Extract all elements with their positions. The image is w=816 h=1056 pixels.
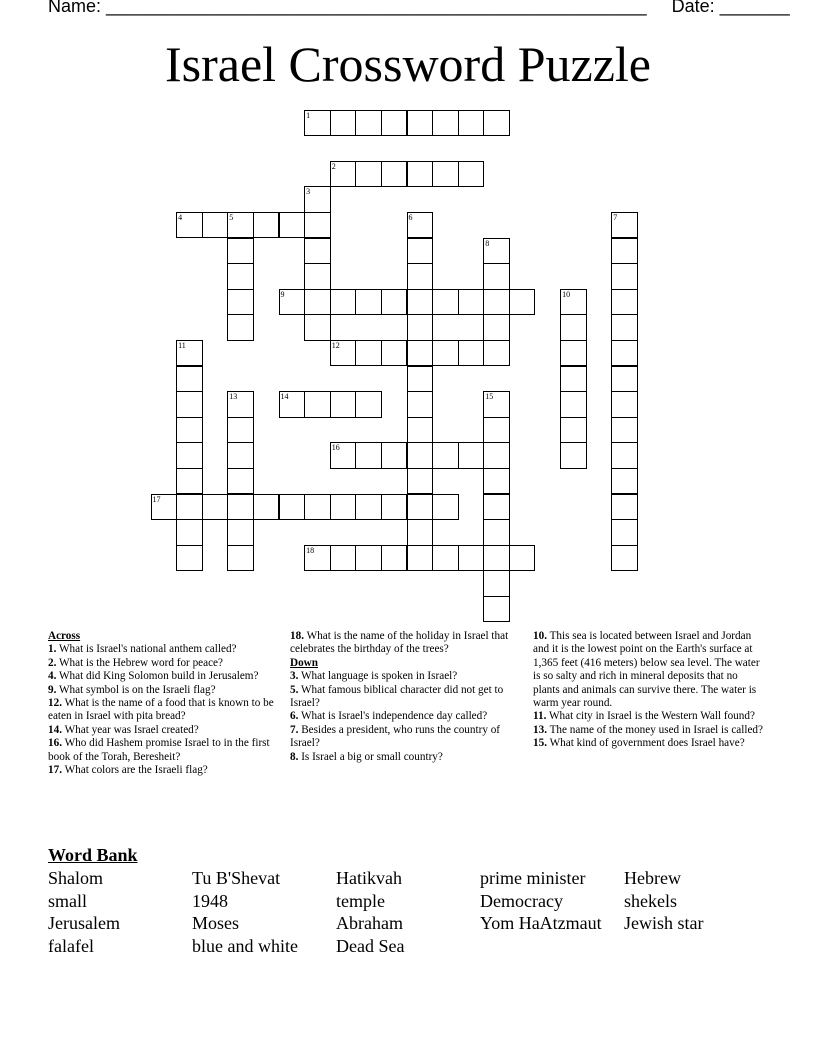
grid-cell[interactable] — [458, 161, 485, 188]
clue-item — [48, 643, 274, 656]
grid-cell[interactable] — [483, 596, 510, 623]
grid-cell[interactable] — [304, 289, 331, 316]
clue-item-number: 1. — [48, 643, 57, 656]
grid-cell[interactable] — [407, 366, 434, 393]
grid-cell[interactable] — [176, 366, 203, 393]
clue-item-text: What is the Hebrew word for peace? — [56, 656, 223, 669]
grid-cell[interactable] — [458, 442, 485, 469]
grid-cell[interactable] — [176, 417, 203, 444]
name-field[interactable]: ______________________________________________________ — [106, 0, 647, 16]
clue-item — [48, 670, 274, 683]
grid-cell[interactable] — [330, 442, 357, 469]
clue-item — [48, 764, 274, 777]
word-bank-item: prime minister — [480, 868, 586, 888]
grid-cell[interactable] — [176, 391, 203, 418]
grid-cell[interactable] — [432, 340, 459, 367]
word-bank-item: Tu B'Shevat — [192, 868, 281, 888]
clue-item-text: Besides a president, who runs the country of Israel? — [290, 723, 501, 750]
clue-item-number: 5. — [290, 683, 299, 696]
grid-cell[interactable] — [611, 468, 638, 495]
clue-item-number: 8. — [290, 750, 299, 763]
clue-item-text: Who did Hashem promise Israel to in the first book of the Torah, Beresheit? — [48, 737, 270, 763]
clue-number: 9 — [280, 289, 285, 299]
clue-item-number: 17. — [48, 764, 62, 777]
clue-number: 12 — [331, 340, 340, 350]
clues-column-2 — [290, 630, 516, 764]
clue-item-number: 18. — [290, 630, 304, 642]
grid-cell[interactable] — [355, 494, 382, 521]
grid-cell[interactable] — [611, 391, 638, 418]
grid-cell[interactable] — [227, 494, 254, 521]
grid-cell[interactable] — [279, 494, 306, 521]
clue-item — [290, 670, 516, 683]
grid-cell[interactable] — [227, 391, 254, 418]
clue-item — [48, 684, 274, 697]
grid-cell[interactable] — [407, 238, 434, 265]
grid-cell[interactable] — [483, 238, 510, 265]
word-bank-item: Jerusalem — [48, 913, 120, 934]
grid-cell[interactable] — [176, 519, 203, 546]
grid-cell[interactable] — [432, 161, 459, 188]
clue-item-text: What language is spoken in Israel? — [298, 670, 458, 683]
clues-column-1 — [48, 630, 274, 777]
grid-cell[interactable] — [611, 238, 638, 265]
grid-cell[interactable] — [611, 263, 638, 290]
clue-item-number: 13. — [533, 723, 547, 736]
clue-item-text: What is the name of a food that is known to be eaten in Israel with pita bread? — [48, 697, 274, 723]
clue-item-number: 2. — [48, 656, 57, 669]
grid-cell[interactable] — [381, 494, 408, 521]
grid-cell[interactable] — [611, 417, 638, 444]
clue-item-text: What colors are the Israeli flag? — [61, 764, 208, 777]
grid-cell[interactable] — [483, 289, 510, 316]
grid-cell[interactable] — [407, 417, 434, 444]
grid-cell[interactable] — [227, 468, 254, 495]
page-title: Israel Crossword Puzzle — [165, 36, 651, 92]
clue-item-text: What city in Israel is the Western Wall found? — [546, 710, 755, 723]
grid-cell[interactable] — [227, 314, 254, 341]
clue-number: 1 — [306, 110, 311, 120]
grid-cell[interactable] — [407, 110, 434, 137]
clue-item-number: 9. — [48, 683, 57, 696]
word-bank-item: temple — [336, 890, 385, 911]
grid-cell[interactable] — [304, 212, 331, 239]
grid-cell[interactable] — [355, 391, 382, 418]
clue-item-number: 10. — [533, 630, 547, 642]
grid-cell[interactable] — [176, 340, 203, 367]
grid-cell[interactable] — [432, 494, 459, 521]
clue-number: 17 — [152, 494, 161, 504]
grid-cell[interactable] — [330, 161, 357, 188]
grid-cell[interactable] — [407, 391, 434, 418]
grid-cell[interactable] — [458, 110, 485, 137]
word-bank-item: Dead Sea — [336, 935, 405, 956]
grid-cell[interactable] — [304, 314, 331, 341]
grid-cell[interactable] — [407, 340, 434, 367]
grid-cell[interactable] — [330, 110, 357, 137]
grid-cell[interactable] — [227, 238, 254, 265]
grid-cell[interactable] — [483, 468, 510, 495]
grid-cell[interactable] — [432, 110, 459, 137]
grid-cell[interactable] — [611, 289, 638, 316]
grid-cell[interactable] — [560, 289, 587, 316]
clue-number: 13 — [229, 392, 238, 402]
word-bank-item: Jewish star — [624, 913, 704, 934]
grid-cell[interactable] — [483, 519, 510, 546]
clue-item — [290, 684, 516, 711]
clue-item-number: 7. — [290, 723, 299, 736]
clue-item — [48, 724, 274, 737]
grid-cell[interactable] — [560, 442, 587, 469]
clue-item-number: 14. — [48, 723, 62, 736]
clue-item — [533, 710, 765, 723]
grid-cell[interactable] — [611, 314, 638, 341]
word-bank-item: Democracy — [480, 890, 563, 911]
grid-cell[interactable] — [432, 289, 459, 316]
clue-item — [48, 697, 274, 724]
clue-item — [533, 630, 765, 710]
clue-number: 10 — [562, 289, 571, 299]
grid-cell[interactable] — [458, 340, 485, 367]
grid-cell[interactable] — [304, 186, 331, 213]
word-bank-item: blue and white — [192, 935, 298, 956]
clue-number: 16 — [331, 443, 340, 453]
grid-cell[interactable] — [611, 366, 638, 393]
grid-cell[interactable] — [611, 519, 638, 546]
clue-item-number: 12. — [48, 697, 62, 710]
grid-cell[interactable] — [176, 494, 203, 521]
name-label: Name: — [48, 0, 102, 16]
grid-cell[interactable] — [355, 161, 382, 188]
grid-cell[interactable] — [151, 494, 178, 521]
grid-cell[interactable] — [407, 212, 434, 239]
clue-item — [48, 657, 274, 670]
grid-cell[interactable] — [483, 110, 510, 137]
clue-item-text: What is Israel's independence day called? — [298, 710, 488, 723]
grid-cell[interactable] — [560, 391, 587, 418]
clue-number: 2 — [331, 161, 336, 171]
grid-cell[interactable] — [611, 494, 638, 521]
clue-item-number: 16. — [48, 737, 62, 750]
grid-cell[interactable] — [407, 468, 434, 495]
word-bank-item: Abraham — [336, 913, 403, 934]
grid-cell[interactable] — [407, 494, 434, 521]
grid-cell[interactable] — [176, 468, 203, 495]
grid-cell[interactable] — [381, 110, 408, 137]
clue-item-text: This sea is located between Israel and Jordan and it is the lowest point on the Earth's surface at 1,365 feet (416 meters) below sea level. The water is so salty and rich in mineral deposits that no plants and animals can survive there. The water is warm year round. — [533, 630, 760, 710]
word-bank-item: Hebrew — [624, 868, 681, 888]
clue-item — [533, 724, 765, 737]
grid-cell[interactable] — [355, 545, 382, 572]
clue-number: 8 — [485, 238, 490, 248]
grid-cell[interactable] — [227, 442, 254, 469]
grid-cell[interactable] — [227, 417, 254, 444]
grid-cell[interactable] — [483, 570, 510, 597]
grid-cell[interactable] — [483, 263, 510, 290]
grid-cell[interactable] — [483, 545, 510, 572]
grid-cell[interactable] — [407, 545, 434, 572]
grid-cell[interactable] — [304, 263, 331, 290]
grid-cell[interactable] — [355, 340, 382, 367]
grid-cell[interactable] — [381, 340, 408, 367]
clue-item — [290, 710, 516, 723]
grid-cell[interactable] — [304, 238, 331, 265]
grid-cell[interactable] — [407, 314, 434, 341]
clue-item-text: Is Israel a big or small country? — [298, 750, 443, 763]
grid-cell[interactable] — [279, 212, 306, 239]
word-bank-title: Word Bank — [48, 845, 138, 865]
grid-cell[interactable] — [483, 442, 510, 469]
grid-cell[interactable] — [381, 289, 408, 316]
grid-cell[interactable] — [304, 545, 331, 572]
grid-cell[interactable] — [355, 289, 382, 316]
grid-cell[interactable] — [483, 417, 510, 444]
grid-cell[interactable] — [381, 442, 408, 469]
clue-section-heading: Across — [48, 630, 81, 642]
grid-cell[interactable] — [279, 391, 306, 418]
word-bank-item: Hatikvah — [336, 868, 402, 888]
word-bank-item: Moses — [192, 913, 240, 934]
word-bank-item: 1948 — [192, 890, 228, 911]
grid-cell[interactable] — [611, 442, 638, 469]
clue-number: 4 — [178, 212, 183, 222]
grid-cell[interactable] — [560, 314, 587, 341]
grid-cell[interactable] — [355, 110, 382, 137]
grid-cell[interactable] — [227, 263, 254, 290]
grid-cell[interactable] — [227, 212, 254, 239]
grid-cell[interactable] — [253, 212, 280, 239]
grid-cell[interactable] — [509, 289, 536, 316]
clues-column-3 — [533, 630, 765, 751]
grid-cell[interactable] — [483, 340, 510, 367]
grid-cell[interactable] — [407, 442, 434, 469]
grid-cell[interactable] — [330, 391, 357, 418]
word-bank-item: shekels — [624, 890, 677, 911]
clue-item — [290, 724, 516, 751]
date-field[interactable]: _______ — [719, 0, 790, 16]
grid-cell[interactable] — [381, 161, 408, 188]
clue-number: 15 — [485, 392, 494, 402]
grid-cell[interactable] — [560, 417, 587, 444]
clue-item — [290, 751, 516, 764]
grid-cell[interactable] — [432, 442, 459, 469]
clue-item-number: 4. — [48, 670, 57, 683]
grid-cell[interactable] — [407, 519, 434, 546]
clue-item-number: 6. — [290, 710, 299, 723]
clue-number: 14 — [280, 392, 289, 402]
grid-cell[interactable] — [330, 289, 357, 316]
clue-number: 18 — [306, 545, 315, 555]
clue-item-text: What symbol is on the Israeli flag? — [56, 683, 216, 696]
word-bank-item: Shalom — [48, 868, 104, 888]
grid-cell[interactable] — [202, 212, 229, 239]
clue-section-heading: Down — [290, 656, 318, 669]
grid-cell[interactable] — [483, 314, 510, 341]
clue-item — [48, 737, 274, 764]
clue-item — [533, 737, 765, 750]
grid-cell[interactable] — [330, 494, 357, 521]
grid-cell[interactable] — [304, 494, 331, 521]
grid-cell[interactable] — [355, 442, 382, 469]
word-bank — [48, 867, 768, 957]
clue-item-text: What famous biblical character did not get to Israel? — [290, 683, 504, 710]
grid-cell[interactable] — [279, 289, 306, 316]
grid-cell[interactable] — [176, 545, 203, 572]
grid-cell[interactable] — [330, 545, 357, 572]
grid-cell[interactable] — [330, 340, 357, 367]
grid-cell[interactable] — [227, 545, 254, 572]
grid-cell[interactable] — [304, 110, 331, 137]
grid-cell[interactable] — [202, 494, 229, 521]
clue-item-text: What did King Solomon build in Jerusalem? — [56, 670, 259, 683]
word-bank-item: small — [48, 890, 87, 911]
clue-item-text: What is Israel's national anthem called? — [56, 643, 237, 656]
clue-item-number: 11. — [533, 710, 547, 723]
clue-item — [290, 630, 516, 657]
clue-item-text: What kind of government does Israel have? — [546, 737, 745, 750]
grid-cell[interactable] — [304, 391, 331, 418]
clue-item-text: What is the name of the holiday in Israel that celebrates the birthday of the trees? — [290, 630, 509, 656]
clue-number: 7 — [613, 212, 618, 222]
clue-number: 5 — [229, 212, 234, 222]
grid-cell[interactable] — [560, 366, 587, 393]
grid-cell[interactable] — [227, 519, 254, 546]
grid-cell[interactable] — [458, 545, 485, 572]
clue-item-number: 15. — [533, 737, 547, 750]
grid-cell[interactable] — [458, 289, 485, 316]
grid-cell[interactable] — [253, 494, 280, 521]
grid-cell[interactable] — [381, 545, 408, 572]
grid-cell[interactable] — [407, 289, 434, 316]
clue-number: 3 — [306, 187, 311, 197]
word-bank-item: Yom HaAtzmaut — [480, 913, 602, 934]
grid-cell[interactable] — [611, 212, 638, 239]
word-bank-item: falafel — [48, 935, 94, 956]
grid-cell[interactable] — [407, 263, 434, 290]
grid-cell[interactable] — [611, 545, 638, 572]
clue-item-text: What year was Israel created? — [61, 723, 199, 736]
grid-cell[interactable] — [407, 161, 434, 188]
date-label: Date: — [671, 0, 715, 16]
grid-cell[interactable] — [227, 289, 254, 316]
grid-cell[interactable] — [176, 442, 203, 469]
grid-cell[interactable] — [483, 391, 510, 418]
grid-cell[interactable] — [176, 212, 203, 239]
grid-cell[interactable] — [611, 340, 638, 367]
clue-item-number: 3. — [290, 670, 299, 683]
clue-item-text: The name of the money used in Israel is called? — [546, 723, 763, 736]
grid-cell[interactable] — [483, 494, 510, 521]
clue-number: 6 — [408, 212, 413, 222]
grid-cell[interactable] — [560, 340, 587, 367]
grid-cell[interactable] — [432, 545, 459, 572]
clue-number: 11 — [178, 340, 186, 350]
grid-cell[interactable] — [509, 545, 536, 572]
